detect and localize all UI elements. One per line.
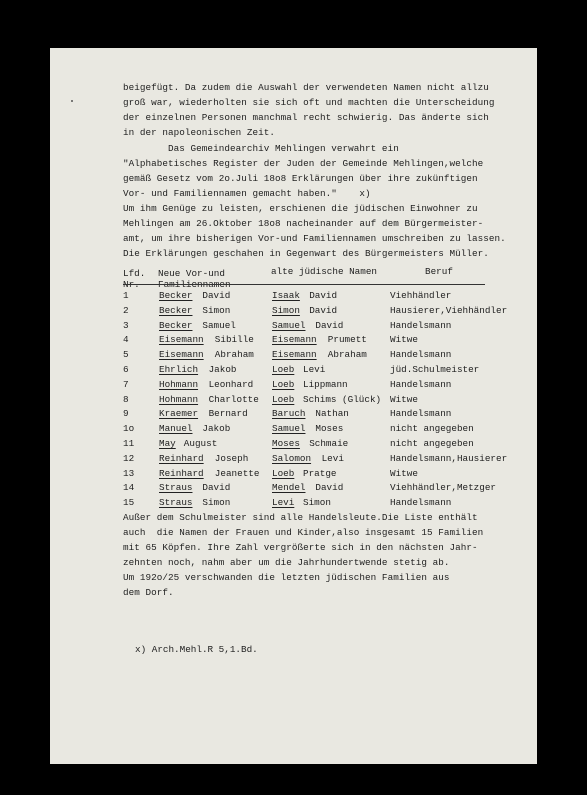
new-family-name: Becker bbox=[159, 320, 193, 331]
new-family-name: Hohmann bbox=[159, 379, 199, 390]
new-given-name: Simon bbox=[202, 497, 231, 508]
old-given-name: David bbox=[315, 320, 344, 331]
new-family-name: Manuel bbox=[159, 423, 193, 434]
new-family-name: Becker bbox=[159, 305, 193, 316]
old-given-name: Schmaie bbox=[309, 438, 349, 449]
old-family-name: Simon bbox=[272, 305, 300, 316]
occupation: Handelsmann,Hausierer bbox=[390, 453, 508, 464]
new-given-name: Jakob bbox=[202, 423, 231, 434]
new-given-name: Charlotte bbox=[208, 394, 259, 405]
old-given-name: Abraham bbox=[327, 349, 367, 360]
old-given-name: Schims (Glück) bbox=[303, 394, 382, 405]
new-given-name: David bbox=[202, 290, 231, 301]
row-number: 4 bbox=[123, 334, 129, 345]
text-line: zehnten noch, nahm aber um die Jahrhundertwende stetig ab. bbox=[123, 557, 450, 568]
new-family-name: Straus bbox=[159, 497, 193, 508]
occupation: nicht angegeben bbox=[390, 438, 474, 449]
header-old-names: alte jüdische Namen bbox=[271, 266, 378, 277]
old-given-name: David bbox=[315, 482, 344, 493]
new-given-name: Simon bbox=[202, 305, 231, 316]
old-given-name: Nathan bbox=[315, 408, 349, 419]
old-family-name: Samuel bbox=[272, 423, 306, 434]
text-line: Mehlingen am 26.Oktober 18o8 nacheinander auf dem Bürgermeister- bbox=[123, 218, 484, 229]
new-family-name: Reinhard bbox=[159, 468, 204, 479]
old-given-name: Moses bbox=[315, 423, 344, 434]
old-family-name: Eisemann bbox=[272, 334, 317, 345]
old-given-name: Levi bbox=[321, 453, 344, 464]
text-line: gemäß Gesetz vom 2o.Juli 18o8 Erklärungen über ihre zukünftigen bbox=[123, 173, 478, 184]
text-line: Um ihm Genüge zu leisten, erschienen die jüdischen Einwohner zu bbox=[123, 203, 478, 214]
document-page bbox=[50, 48, 537, 764]
old-family-name: Loeb bbox=[272, 468, 295, 479]
text-line: auch die Namen der Frauen und Kinder,also insgesamt 15 Familien bbox=[123, 527, 484, 538]
footnote: x) Arch.Mehl.R 5,1.Bd. bbox=[135, 644, 258, 655]
text-line: Das Gemeindearchiv Mehlingen verwahrt ein bbox=[123, 143, 399, 154]
old-given-name: Lippmann bbox=[303, 379, 348, 390]
old-family-name: Eisemann bbox=[272, 349, 317, 360]
text-line: Vor- und Familiennamen gemacht haben." x) bbox=[123, 188, 371, 199]
new-given-name: David bbox=[202, 482, 231, 493]
old-given-name: David bbox=[309, 290, 338, 301]
row-number: 3 bbox=[123, 320, 129, 331]
old-given-name: Prumett bbox=[327, 334, 367, 345]
new-family-name: Ehrlich bbox=[159, 364, 199, 375]
row-number: 1 bbox=[123, 290, 129, 301]
occupation: jüd.Schulmeister bbox=[390, 364, 480, 375]
row-number: 11 bbox=[123, 438, 135, 449]
text-line: "Alphabetisches Register der Juden der Gemeinde Mehlingen,welche bbox=[123, 158, 484, 169]
old-family-name: Levi bbox=[272, 497, 295, 508]
row-number: 13 bbox=[123, 468, 135, 479]
old-family-name: Loeb bbox=[272, 379, 295, 390]
paper-speck bbox=[71, 100, 73, 102]
old-family-name: Salomon bbox=[272, 453, 312, 464]
text-line: mit 65 Köpfen. Ihre Zahl vergrößerte sich in den nächsten Jahr- bbox=[123, 542, 478, 553]
new-family-name: Eisemann bbox=[159, 334, 204, 345]
text-line: dem Dorf. bbox=[123, 587, 174, 598]
old-family-name: Loeb bbox=[272, 394, 295, 405]
text-line: Um 192o/25 verschwanden die letzten jüdischen Familien aus bbox=[123, 572, 450, 583]
header-new-names-2: Familiennamen bbox=[158, 279, 231, 290]
old-family-name: Mendel bbox=[272, 482, 306, 493]
header-nr: Nr. bbox=[123, 279, 140, 290]
new-given-name: Jeanette bbox=[214, 468, 260, 479]
row-number: 15 bbox=[123, 497, 135, 508]
row-number: 2 bbox=[123, 305, 129, 316]
old-family-name: Baruch bbox=[272, 408, 306, 419]
occupation: Hausierer,Viehhändler bbox=[390, 305, 508, 316]
new-family-name: Straus bbox=[159, 482, 193, 493]
occupation: Handelsmann bbox=[390, 320, 452, 331]
header-beruf: Beruf bbox=[425, 266, 453, 277]
old-given-name: Levi bbox=[303, 364, 326, 375]
row-number: 8 bbox=[123, 394, 129, 405]
occupation: Witwe bbox=[390, 394, 418, 405]
old-given-name: David bbox=[309, 305, 338, 316]
row-number: 12 bbox=[123, 453, 135, 464]
row-number: 14 bbox=[123, 482, 135, 493]
header-lfd: Lfd. bbox=[123, 268, 146, 279]
new-given-name: Sibille bbox=[214, 334, 254, 345]
new-given-name: Samuel bbox=[202, 320, 236, 331]
old-family-name: Isaak bbox=[272, 290, 300, 301]
row-number: 5 bbox=[123, 349, 129, 360]
old-family-name: Moses bbox=[272, 438, 300, 449]
new-family-name: May bbox=[159, 438, 176, 449]
text-line: in der napoleonischen Zeit. bbox=[123, 127, 275, 138]
header-new-names: Neue Vor-und bbox=[158, 268, 225, 279]
new-given-name: Leonhard bbox=[208, 379, 254, 390]
occupation: Viehhändler,Metzger bbox=[390, 482, 497, 493]
new-given-name: August bbox=[183, 438, 218, 449]
occupation: Witwe bbox=[390, 334, 418, 345]
occupation: Handelsmann bbox=[390, 408, 452, 419]
row-number: 9 bbox=[123, 408, 129, 419]
occupation: Witwe bbox=[390, 468, 418, 479]
row-number: 1o bbox=[123, 423, 135, 434]
occupation: Handelsmann bbox=[390, 379, 452, 390]
row-number: 6 bbox=[123, 364, 129, 375]
new-family-name: Kraemer bbox=[159, 408, 199, 419]
text-line: amt, um ihre bisherigen Vor-und Familiennamen umschreiben zu lassen. bbox=[123, 233, 506, 244]
text-line: groß war, wiederholten sie sich oft und machten die Unterscheidung bbox=[123, 97, 495, 108]
text-line: der einzelnen Personen manchmal recht schwierig. Das änderte sich bbox=[123, 112, 489, 123]
new-family-name: Reinhard bbox=[159, 453, 204, 464]
new-family-name: Eisemann bbox=[159, 349, 204, 360]
new-given-name: Jakob bbox=[208, 364, 237, 375]
new-given-name: Bernard bbox=[208, 408, 248, 419]
old-family-name: Samuel bbox=[272, 320, 306, 331]
old-family-name: Loeb bbox=[272, 364, 295, 375]
header-rule bbox=[123, 284, 485, 285]
occupation: Viehhändler bbox=[390, 290, 452, 301]
old-given-name: Pratge bbox=[303, 468, 337, 479]
row-number: 7 bbox=[123, 379, 129, 390]
occupation: Handelsmann bbox=[390, 349, 452, 360]
new-given-name: Abraham bbox=[214, 349, 254, 360]
text-line: Außer dem Schulmeister sind alle Handelsleute.Die Liste enthält bbox=[123, 512, 478, 523]
text-line: beigefügt. Da zudem die Auswahl der verwendeten Namen nicht allzu bbox=[123, 82, 489, 93]
old-given-name: Simon bbox=[303, 497, 331, 508]
occupation: nicht angegeben bbox=[390, 423, 474, 434]
occupation: Handelsmann bbox=[390, 497, 452, 508]
new-family-name: Becker bbox=[159, 290, 193, 301]
new-family-name: Hohmann bbox=[159, 394, 199, 405]
new-given-name: Joseph bbox=[214, 453, 249, 464]
text-line: Die Erklärungen geschahen in Gegenwart des Bürgermeisters Müller. bbox=[123, 248, 489, 259]
